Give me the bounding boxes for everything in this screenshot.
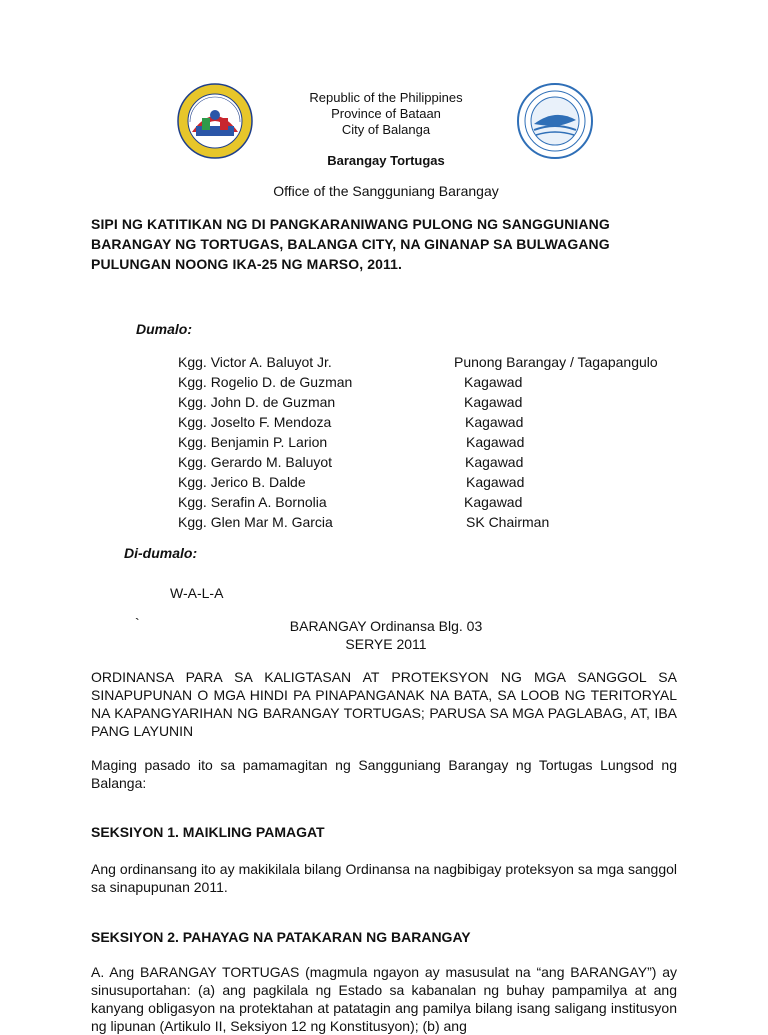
attendee-role: Kagawad — [464, 394, 523, 410]
attendee-row — [178, 352, 698, 372]
attendee-role: Kagawad — [466, 474, 525, 490]
attendee-name: Kgg. John D. de Guzman — [178, 394, 336, 410]
absent-label: Di-dumalo: — [124, 545, 198, 561]
section-2-body: A. Ang BARANGAY TORTUGAS (magmula ngayon ay masusulat na “ang BARANGAY”) ay sinusuportahan: (a) ang pagkilala ng Estado sa kabanalan ng buhay pampamilya at ang kanyang obligasyon na protektahan at patatagin ang pamilya bilang isang saligang institusyon ng lipunan (Artikulo II, Seksiyon 12 ng Konstitusyon); (b) ang — [91, 964, 677, 1034]
section-1-body: Ang ordinansang ito ay makikilala bilang Ordinansa na nagbibigay proteksyon sa mga sanggol sa sinapupunan 2011. — [91, 861, 677, 895]
enacting-clause: Maging pasado ito sa pamamagitan ng Sangguniang Barangay ng Tortugas Lungsod ng Balanga: — [91, 757, 677, 791]
document-title: SIPI NG KATITIKAN NG DI PANGKARANIWANG PULONG NG SANGGUNIANG BARANGAY NG TORTUGAS, BALANGA CITY, NA GINANAP SA BULWAGANG PULUNGAN NOONG IKA-25 NG MARSO, 2011. — [91, 216, 610, 272]
attendee-name: Kgg. Jerico B. Dalde — [178, 474, 306, 490]
attendee-row — [178, 432, 698, 452]
attendees-label: Dumalo: — [136, 321, 192, 337]
attendee-name: Kgg. Victor A. Baluyot Jr. — [178, 354, 332, 370]
ordinance-series: SERYE 2011 — [345, 636, 427, 652]
attendee-role: Kagawad — [465, 454, 524, 470]
section-2-heading: SEKSIYON 2. PAHAYAG NA PATAKARAN NG BARANGAY — [91, 929, 471, 945]
attendee-row — [178, 452, 698, 472]
attendee-name: Kgg. Glen Mar M. Garcia — [178, 514, 333, 530]
attendee-row — [178, 372, 698, 392]
ordinance-title: ORDINANSA PARA SA KALIGTASAN AT PROTEKSYON NG MGA SANGGOL SA SINAPUPUNAN O MGA HINDI PA PINAPANGANAK NA BATA, SA LOOB NG TERITORYAL NA KAPANGYARIHAN NG BARANGAY TORTUGAS; PARUSA SA MGA PAGLABAG, AT, IBA PANG LAYUNIN — [91, 669, 677, 739]
absent-value: W-A-L-A — [170, 585, 224, 601]
attendee-row — [178, 512, 698, 532]
attendee-role: Kagawad — [464, 374, 523, 390]
attendee-name: Kgg. Rogelio D. de Guzman — [178, 374, 353, 390]
attendee-role: Punong Barangay / Tagapangulo — [454, 354, 658, 370]
attendee-role: Kagawad — [464, 494, 523, 510]
stray-mark: ` — [135, 615, 140, 631]
letterhead — [250, 90, 522, 138]
province-line: Province of Bataan — [331, 106, 441, 121]
attendee-row — [178, 492, 698, 512]
attendee-name: Kgg. Joselto F. Mendoza — [178, 414, 332, 430]
section-1-heading: SEKSIYON 1. MAIKLING PAMAGAT — [91, 824, 325, 840]
attendee-role: SK Chairman — [466, 514, 550, 530]
attendee-role: Kagawad — [466, 434, 525, 450]
attendee-row — [178, 392, 698, 412]
lungsod-ng-balanga-seal — [176, 82, 254, 160]
ordinance-heading — [200, 617, 572, 653]
office-name: Office of the Sangguniang Barangay — [273, 183, 499, 199]
attendee-row — [178, 472, 698, 492]
city-line: City of Balanga — [341, 122, 431, 137]
ordinance-number: BARANGAY Ordinansa Blg. 03 — [289, 618, 483, 634]
attendee-name: Kgg. Gerardo M. Baluyot — [178, 454, 333, 470]
attendee-role: Kagawad — [465, 414, 524, 430]
attendee-row — [178, 412, 698, 432]
country-line: Republic of the Philippines — [309, 90, 463, 105]
attendees-list — [178, 352, 698, 532]
barangay-name: Barangay Tortugas — [327, 153, 445, 168]
attendee-name: Kgg. Benjamin P. Larion — [178, 434, 328, 450]
attendee-name: Kgg. Serafin A. Bornolia — [178, 494, 327, 510]
sangguniang-barangay-tortugas-seal — [516, 82, 594, 160]
